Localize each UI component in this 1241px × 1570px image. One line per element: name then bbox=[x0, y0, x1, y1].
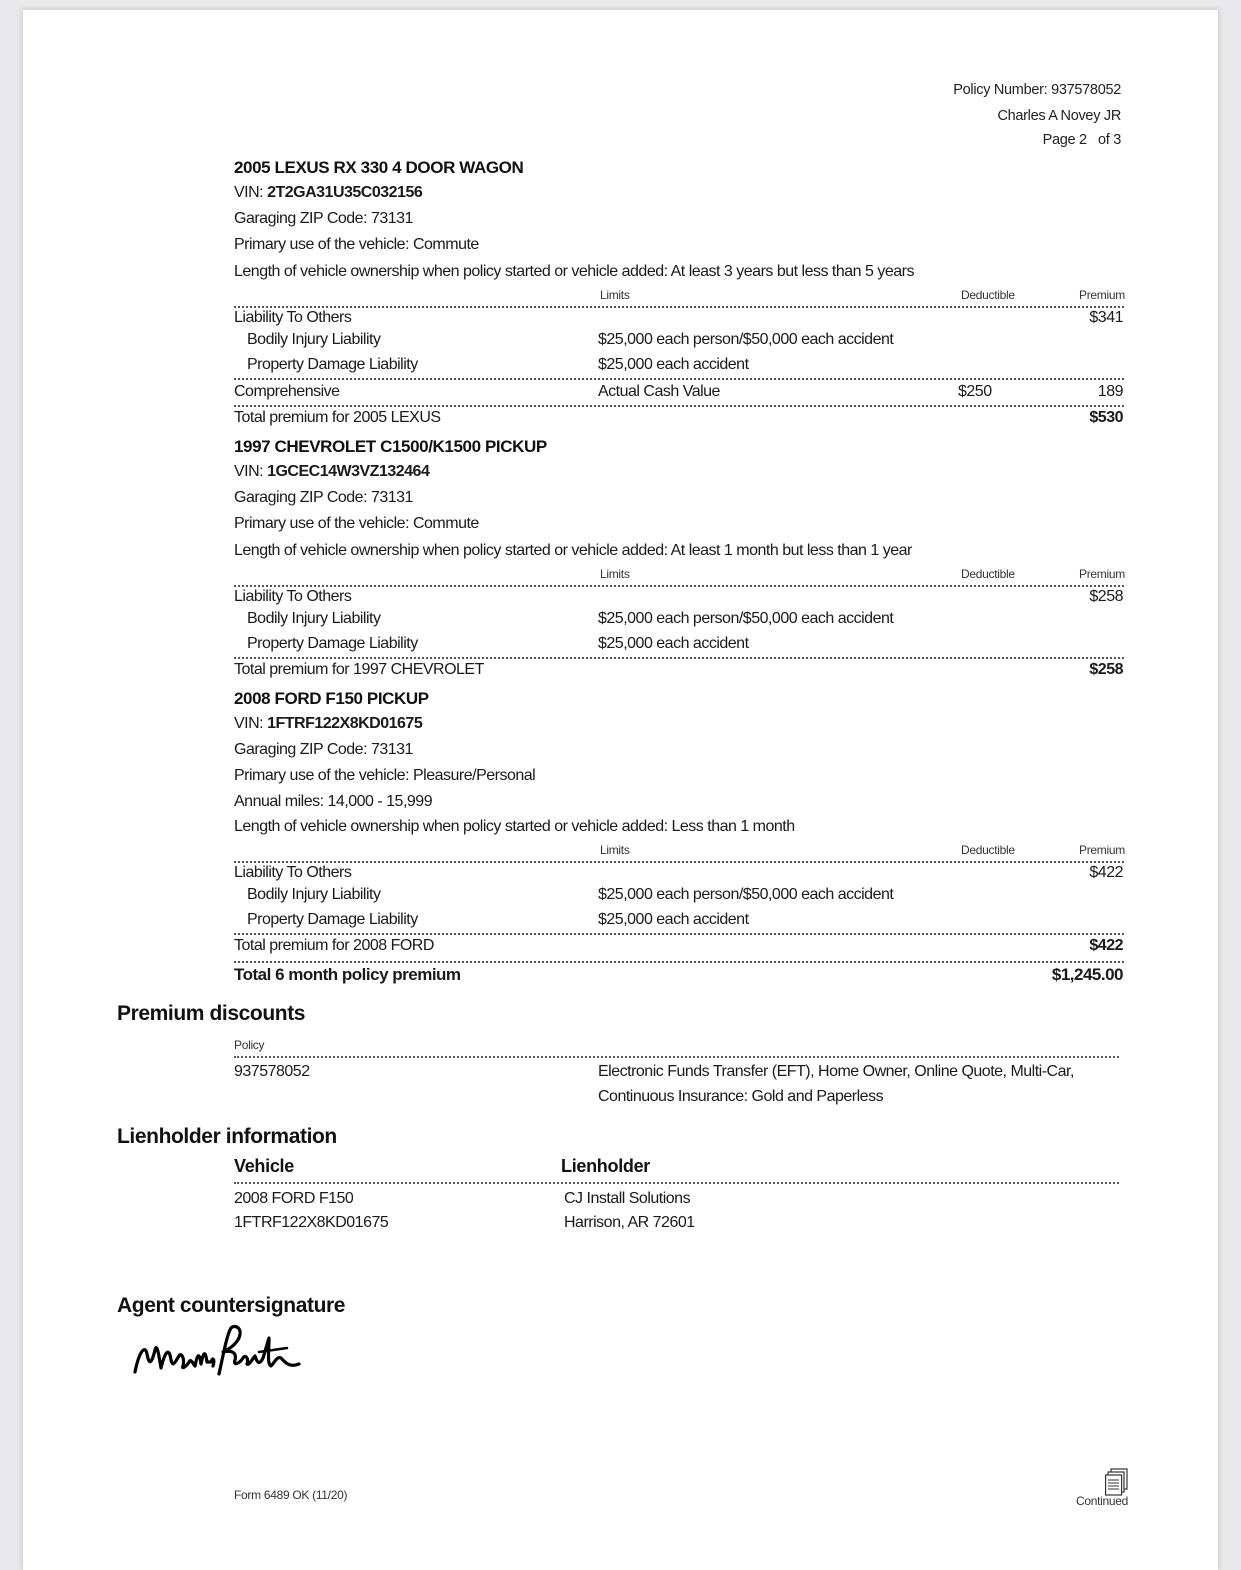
divider bbox=[234, 1182, 1119, 1184]
agent-signature bbox=[131, 1322, 301, 1384]
comprehensive-label: Comprehensive bbox=[234, 383, 340, 400]
bodily-injury-label: Bodily Injury Liability bbox=[247, 331, 381, 348]
bodily-injury-limit: $25,000 each person/$50,000 each accident bbox=[598, 886, 894, 903]
liability-premium: $258 bbox=[1089, 588, 1123, 605]
ownership-length: Length of vehicle ownership when policy started or vehicle added: At least 1 month but less than 1 year bbox=[234, 542, 912, 559]
liability-premium: $422 bbox=[1089, 864, 1123, 881]
lien-vehicle-vin: 1FTRF122X8KD01675 bbox=[234, 1214, 389, 1231]
vehicle-title: 2008 FORD F150 PICKUP bbox=[234, 689, 429, 708]
vehicle-title: 2005 LEXUS RX 330 4 DOOR WAGON bbox=[234, 158, 524, 177]
comprehensive-deductible: $250 bbox=[958, 383, 992, 400]
page-of: of 3 bbox=[1098, 132, 1121, 148]
col-premium: Premium bbox=[1079, 843, 1125, 857]
col-limits: Limits bbox=[600, 288, 630, 302]
documents-icon bbox=[1105, 1468, 1129, 1496]
primary-use: Primary use of the vehicle: Pleasure/Personal bbox=[234, 767, 536, 784]
document-page bbox=[23, 10, 1218, 1570]
vehicle-total: $530 bbox=[1089, 409, 1123, 426]
divider bbox=[234, 306, 1124, 308]
property-damage-label: Property Damage Liability bbox=[247, 635, 418, 652]
comprehensive-limit: Actual Cash Value bbox=[598, 383, 720, 400]
lienholder-heading: Lienholder information bbox=[117, 1125, 337, 1148]
vehicle-total-label: Total premium for 2005 LEXUS bbox=[234, 409, 441, 426]
vin-label: VIN: bbox=[234, 463, 264, 480]
divider bbox=[234, 861, 1124, 863]
vehicle-vin-line bbox=[234, 463, 429, 481]
divider bbox=[234, 1056, 1119, 1058]
liability-label: Liability To Others bbox=[234, 588, 352, 605]
divider bbox=[234, 657, 1124, 659]
discount-list-line2: Continuous Insurance: Gold and Paperless bbox=[598, 1088, 884, 1105]
bodily-injury-limit: $25,000 each person/$50,000 each accident bbox=[598, 610, 894, 627]
vehicle-total: $422 bbox=[1089, 937, 1123, 954]
form-number: Form 6489 OK (11/20) bbox=[234, 1488, 348, 1502]
col-limits: Limits bbox=[600, 567, 630, 581]
policy-number-line bbox=[953, 82, 1121, 98]
vehicle-vin-line bbox=[234, 184, 422, 202]
col-premium: Premium bbox=[1079, 567, 1125, 581]
lienholder-name: CJ Install Solutions bbox=[564, 1190, 691, 1207]
primary-use: Primary use of the vehicle: Commute bbox=[234, 515, 479, 532]
annual-miles: Annual miles: 14,000 - 15,999 bbox=[234, 793, 433, 810]
col-deductible: Deductible bbox=[961, 843, 1015, 857]
lienholder-col-lienholder: Lienholder bbox=[561, 1156, 651, 1176]
agent-heading: Agent countersignature bbox=[117, 1294, 346, 1317]
col-premium: Premium bbox=[1079, 288, 1125, 302]
discounts-heading: Premium discounts bbox=[117, 1002, 306, 1025]
continued-label: Continued bbox=[1076, 1494, 1129, 1508]
property-damage-label: Property Damage Liability bbox=[247, 911, 418, 928]
bodily-injury-label: Bodily Injury Liability bbox=[247, 886, 381, 903]
policy-number: 937578052 bbox=[1051, 82, 1121, 98]
vehicle-total: $258 bbox=[1089, 661, 1123, 678]
discounts-col-policy: Policy bbox=[234, 1038, 265, 1052]
bodily-injury-limit: $25,000 each person/$50,000 each accident bbox=[598, 331, 894, 348]
vin-label: VIN: bbox=[234, 184, 264, 201]
comprehensive-premium: 189 bbox=[1097, 383, 1123, 400]
col-limits: Limits bbox=[600, 843, 630, 857]
vin-label: VIN: bbox=[234, 715, 264, 732]
liability-label: Liability To Others bbox=[234, 864, 352, 881]
vin-value: 1GCEC14W3VZ132464 bbox=[267, 463, 430, 480]
page-indicator bbox=[1043, 132, 1121, 148]
divider bbox=[234, 961, 1124, 963]
bodily-injury-label: Bodily Injury Liability bbox=[247, 610, 381, 627]
lien-vehicle-name: 2008 FORD F150 bbox=[234, 1190, 354, 1207]
discount-policy-number: 937578052 bbox=[234, 1063, 310, 1080]
property-damage-label: Property Damage Liability bbox=[247, 356, 418, 373]
discount-list-line1: Electronic Funds Transfer (EFT), Home Owner, Online Quote, Multi-Car, bbox=[598, 1063, 1074, 1080]
policy-total-label: Total 6 month policy premium bbox=[234, 965, 461, 984]
ownership-length: Length of vehicle ownership when policy started or vehicle added: At least 3 years but less than 5 years bbox=[234, 263, 914, 280]
property-damage-limit: $25,000 each accident bbox=[598, 911, 749, 928]
garaging-zip: Garaging ZIP Code: 73131 bbox=[234, 489, 413, 506]
policy-total: $1,245.00 bbox=[1051, 965, 1123, 984]
divider bbox=[234, 378, 1124, 380]
insured-name: Charles A Novey JR bbox=[997, 108, 1121, 124]
vin-value: 2T2GA31U35C032156 bbox=[267, 184, 423, 201]
col-deductible: Deductible bbox=[961, 567, 1015, 581]
liability-premium: $341 bbox=[1089, 309, 1123, 326]
garaging-zip: Garaging ZIP Code: 73131 bbox=[234, 210, 413, 227]
primary-use: Primary use of the vehicle: Commute bbox=[234, 236, 479, 253]
ownership-length: Length of vehicle ownership when policy started or vehicle added: Less than 1 month bbox=[234, 818, 795, 835]
vehicle-total-label: Total premium for 1997 CHEVROLET bbox=[234, 661, 484, 678]
liability-label: Liability To Others bbox=[234, 309, 352, 326]
vehicle-title: 1997 CHEVROLET C1500/K1500 PICKUP bbox=[234, 437, 547, 456]
vehicle-vin-line bbox=[234, 715, 422, 733]
divider bbox=[234, 933, 1124, 935]
garaging-zip: Garaging ZIP Code: 73131 bbox=[234, 741, 413, 758]
divider bbox=[234, 585, 1124, 587]
lienholder-col-vehicle: Vehicle bbox=[234, 1156, 294, 1176]
col-deductible: Deductible bbox=[961, 288, 1015, 302]
vehicle-total-label: Total premium for 2008 FORD bbox=[234, 937, 434, 954]
page-label: Page 2 bbox=[1042, 132, 1087, 148]
lienholder-address: Harrison, AR 72601 bbox=[564, 1214, 695, 1231]
property-damage-limit: $25,000 each accident bbox=[598, 635, 749, 652]
property-damage-limit: $25,000 each accident bbox=[598, 356, 749, 373]
vin-value: 1FTRF122X8KD01675 bbox=[267, 715, 423, 732]
divider bbox=[234, 405, 1124, 407]
policy-number-label: Policy Number: bbox=[953, 82, 1048, 98]
